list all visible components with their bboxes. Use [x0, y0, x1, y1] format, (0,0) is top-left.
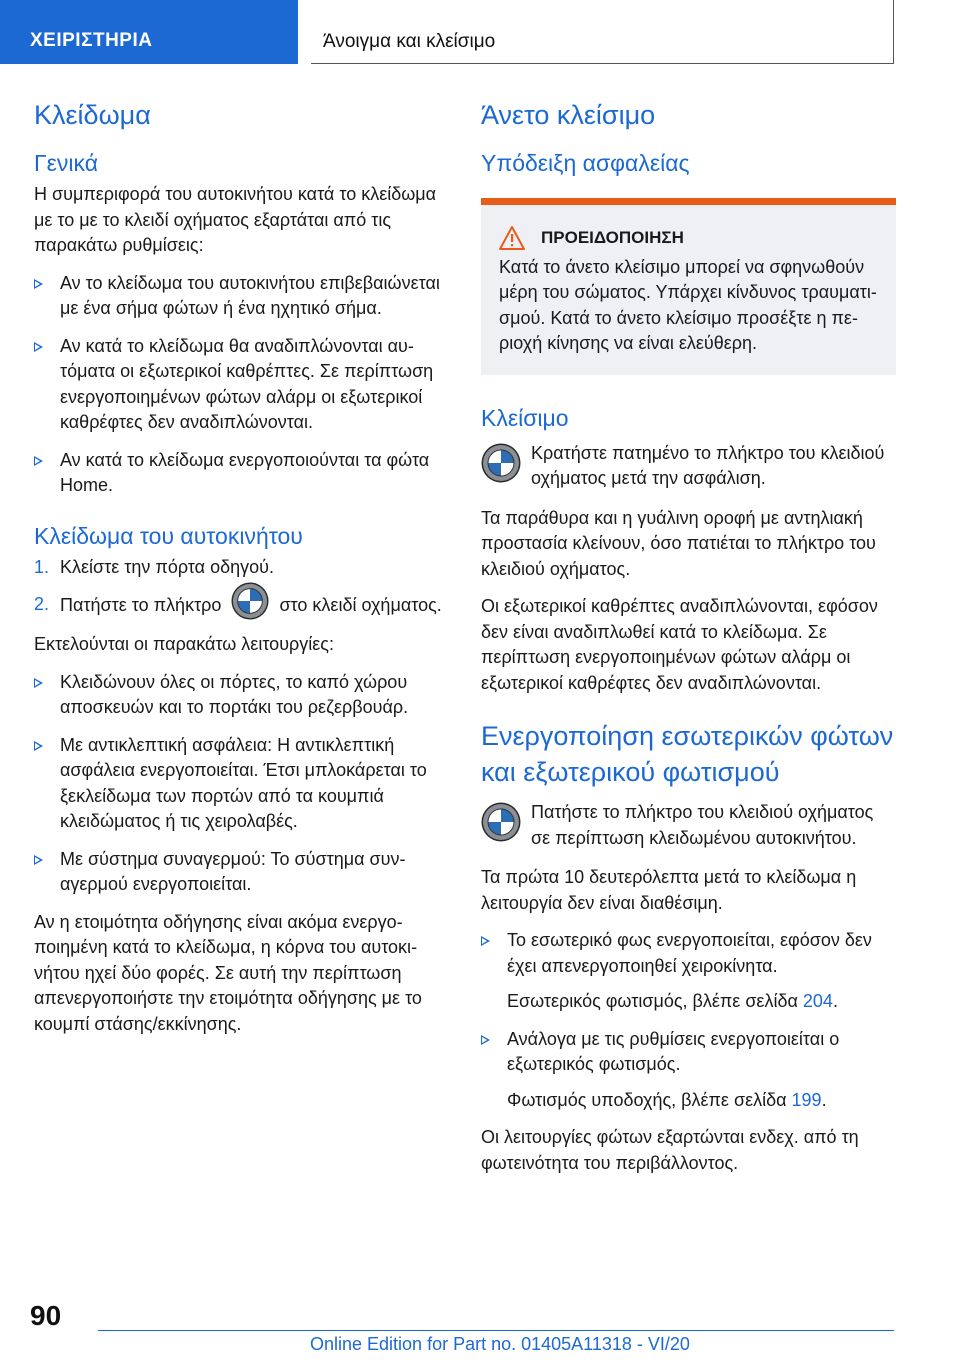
page-link-204[interactable]: 204: [802, 991, 833, 1011]
triangle-bullet-icon: [481, 1035, 490, 1045]
general-list: [34, 271, 448, 499]
header-chapter-title: Άνοιγμα και κλείσιμο: [323, 31, 496, 52]
functions-list: [34, 670, 448, 898]
left-column: [34, 98, 448, 1049]
right-column: [481, 98, 896, 1188]
list-item: Με αντικλεπτική ασφάλεια: Η αντικλεπτική ασφάλεια ενεργοποιείται. Έτσι μπλοκάρεται το ξεκλείδωμα των πορτών από τα κουμπιά κλειδώματος ή τις χειρολαβές.: [34, 733, 448, 835]
lights-list: [481, 928, 896, 1113]
page-reference: Εσωτερικός φωτισμός, βλέπε σελίδα 204.: [507, 991, 838, 1011]
step-text: Κλείστε την πόρτα οδηγού.: [60, 556, 274, 577]
header-section-title: ΧΕΙΡΙΣΤΗΡΙΑ: [30, 30, 153, 51]
step-text-after: στο κλειδί οχήματος.: [279, 594, 442, 615]
lights-paragraph-2: Οι λειτουργίες φώτων εξαρτώνται ενδεχ. από τη φωτεινότητα του περιβάλλοντος.: [481, 1127, 859, 1173]
step-item: [34, 555, 448, 581]
closing-paragraph-1: Τα παράθυρα και η γυάλινη οροφή με αντηλιακή προστασία κλείνουν, όσο πατιέται το πλήκτρο του κλειδιού οχήματος.: [481, 507, 876, 579]
closing-key-text: Κρατήστε πατημένο το πλήκτρο του κλειδιού οχήματος μετά την ασφάλιση.: [531, 442, 885, 488]
list-item: Κλειδώνουν όλες οι πόρτες, το καπό χώρου αποσκευών και το πορτάκι του ρεζερβουάρ.: [34, 670, 448, 721]
lights-paragraph-1: Τα πρώτα 10 δευτερόλεπτα μετά το κλείδωμα η λειτουργία δεν είναι διαθέσιμη.: [481, 867, 857, 913]
page-number: 90: [30, 1300, 62, 1331]
triangle-bullet-icon: [34, 741, 43, 751]
closing-paragraph-2: Οι εξωτερικοί καθρέπτες αναδιπλώνονται, εφόσον δεν είναι αναδιπλωθεί κατά το κλείδωμα. Σε περίπτωση ενεργοποιημένων φώτων αλάρμ οι εξωτερικοί καθρέφτες δεν αναδιπλώνονται.: [481, 596, 878, 693]
bmw-key-button-icon: [481, 802, 521, 842]
heading-vehicle-lock: Κλείδωμα του αυτοκινήτου: [34, 522, 303, 549]
list-item: Αν κατά το κλείδωμα ενεργοποιούνται τα φώτα Home.: [34, 448, 448, 499]
triangle-bullet-icon: [34, 855, 43, 865]
triangle-bullet-icon: [34, 678, 43, 688]
triangle-bullet-icon: [34, 342, 43, 352]
step-number: 2.: [34, 594, 50, 614]
warning-text: Κατά το άνετο κλείσιμο μπορεί να σφηνωθούν μέρη του σώματος. Υπάρχει κίνδυνος τραυματισμού. Κατά το άνετο κλείσιμο προσέξτε η περιοχή κίνησης να είναι ελεύθερη.: [499, 256, 877, 353]
triangle-bullet-icon: [481, 936, 490, 946]
warning-triangle-icon: [499, 226, 525, 250]
bmw-key-button-icon: [481, 443, 521, 483]
step-number: 1.: [34, 556, 50, 577]
list-item: Αν κατά το κλείδωμα θα αναδιπλώνονται αυτόματα οι εξωτερικοί καθρέπτες. Σε περίπτωση ενεργοποιημένων φώτων αλάρμ οι εξωτερικοί καθρέφτες δεν αναδιπλώνονται.: [34, 334, 448, 436]
general-text: Η συμπεριφορά του αυτοκινήτου κατά το κλείδωμα με το με το κλειδί οχήματος εξαρτάται από τις παρακάτω ρυθμίσεις:: [34, 184, 437, 255]
heading-comfort-closing: Άνετο κλείσιμο: [481, 100, 656, 130]
closing-key-instruction: [481, 441, 896, 492]
heading-locking: Κλείδωμα: [34, 100, 151, 130]
list-item: Με σύστημα συναγερμού: Το σύστημα συναγερμού ενεργοποιείται.: [34, 847, 448, 898]
step-item: [34, 592, 448, 620]
triangle-bullet-icon: [34, 279, 43, 289]
list-item: Αν το κλείδωμα του αυτοκινήτου επιβεβαιώνεται με ένα σήμα φώτων ή ένα ηχητικό σήμα.: [34, 271, 448, 322]
header-chapter-tab: [311, 0, 894, 64]
closing-text: Αν η ετοιμότητα οδήγησης είναι ακόμα ενεργοποιημένη κατά το κλείδωμα, η κόρνα του αυτοκινήτου ηχεί δύο φορές. Σε αυτή την περίπτωση απενεργοποιήστε την ετοιμότητα οδήγησης με το κουμπί στάσης/εκκίνησης.: [34, 911, 422, 1034]
heading-safety-note: Υπόδειξη ασφαλείας: [481, 150, 690, 176]
list-item: Ανάλογα με τις ρυθμίσεις ενεργοποιείται ο εξωτερικός φωτισμός. Φωτισμός υποδοχής, βλέπε σελίδα 199.: [481, 1027, 896, 1114]
triangle-bullet-icon: [34, 456, 43, 466]
page-reference: Φωτισμός υποδοχής, βλέπε σελίδα 199.: [507, 1089, 827, 1110]
functions-intro: Εκτελούνται οι παρακάτω λειτουργίες:: [34, 634, 334, 654]
footer-divider: [98, 1330, 894, 1331]
step-text-before: Πατήστε το πλήκτρο: [60, 594, 222, 615]
lock-steps: [34, 555, 448, 621]
warning-box: [481, 198, 896, 375]
heading-closing: Κλείσιμο: [481, 404, 569, 431]
heading-lights: Ενεργοποίηση εσωτερικών φώτων και εξωτερικού φωτισμού: [481, 721, 894, 787]
bmw-key-button-icon: [231, 582, 269, 620]
lights-key-text: Πατήστε το πλήκτρο του κλειδιού οχήματος σε περίπτωση κλειδωμένου αυτοκινήτου.: [531, 802, 874, 848]
header-section-tab: [0, 0, 298, 64]
footer-edition: Online Edition for Part no. 01405A11318 - VI/20: [310, 1334, 690, 1354]
list-item: Το εσωτερικό φως ενεργοποιείται, εφόσον δεν έχει απενεργοποιηθεί χειροκίνητα. Εσωτερικός φωτισμός, βλέπε σελίδα 204.: [481, 928, 896, 1015]
warning-title: ΠΡΟΕΙΔΟΠΟΙΗΣΗ: [541, 228, 684, 247]
warning-header: [499, 225, 882, 251]
heading-general: Γενικά: [34, 150, 99, 176]
page-link-199[interactable]: 199: [791, 1089, 822, 1110]
lights-key-instruction: [481, 800, 896, 851]
